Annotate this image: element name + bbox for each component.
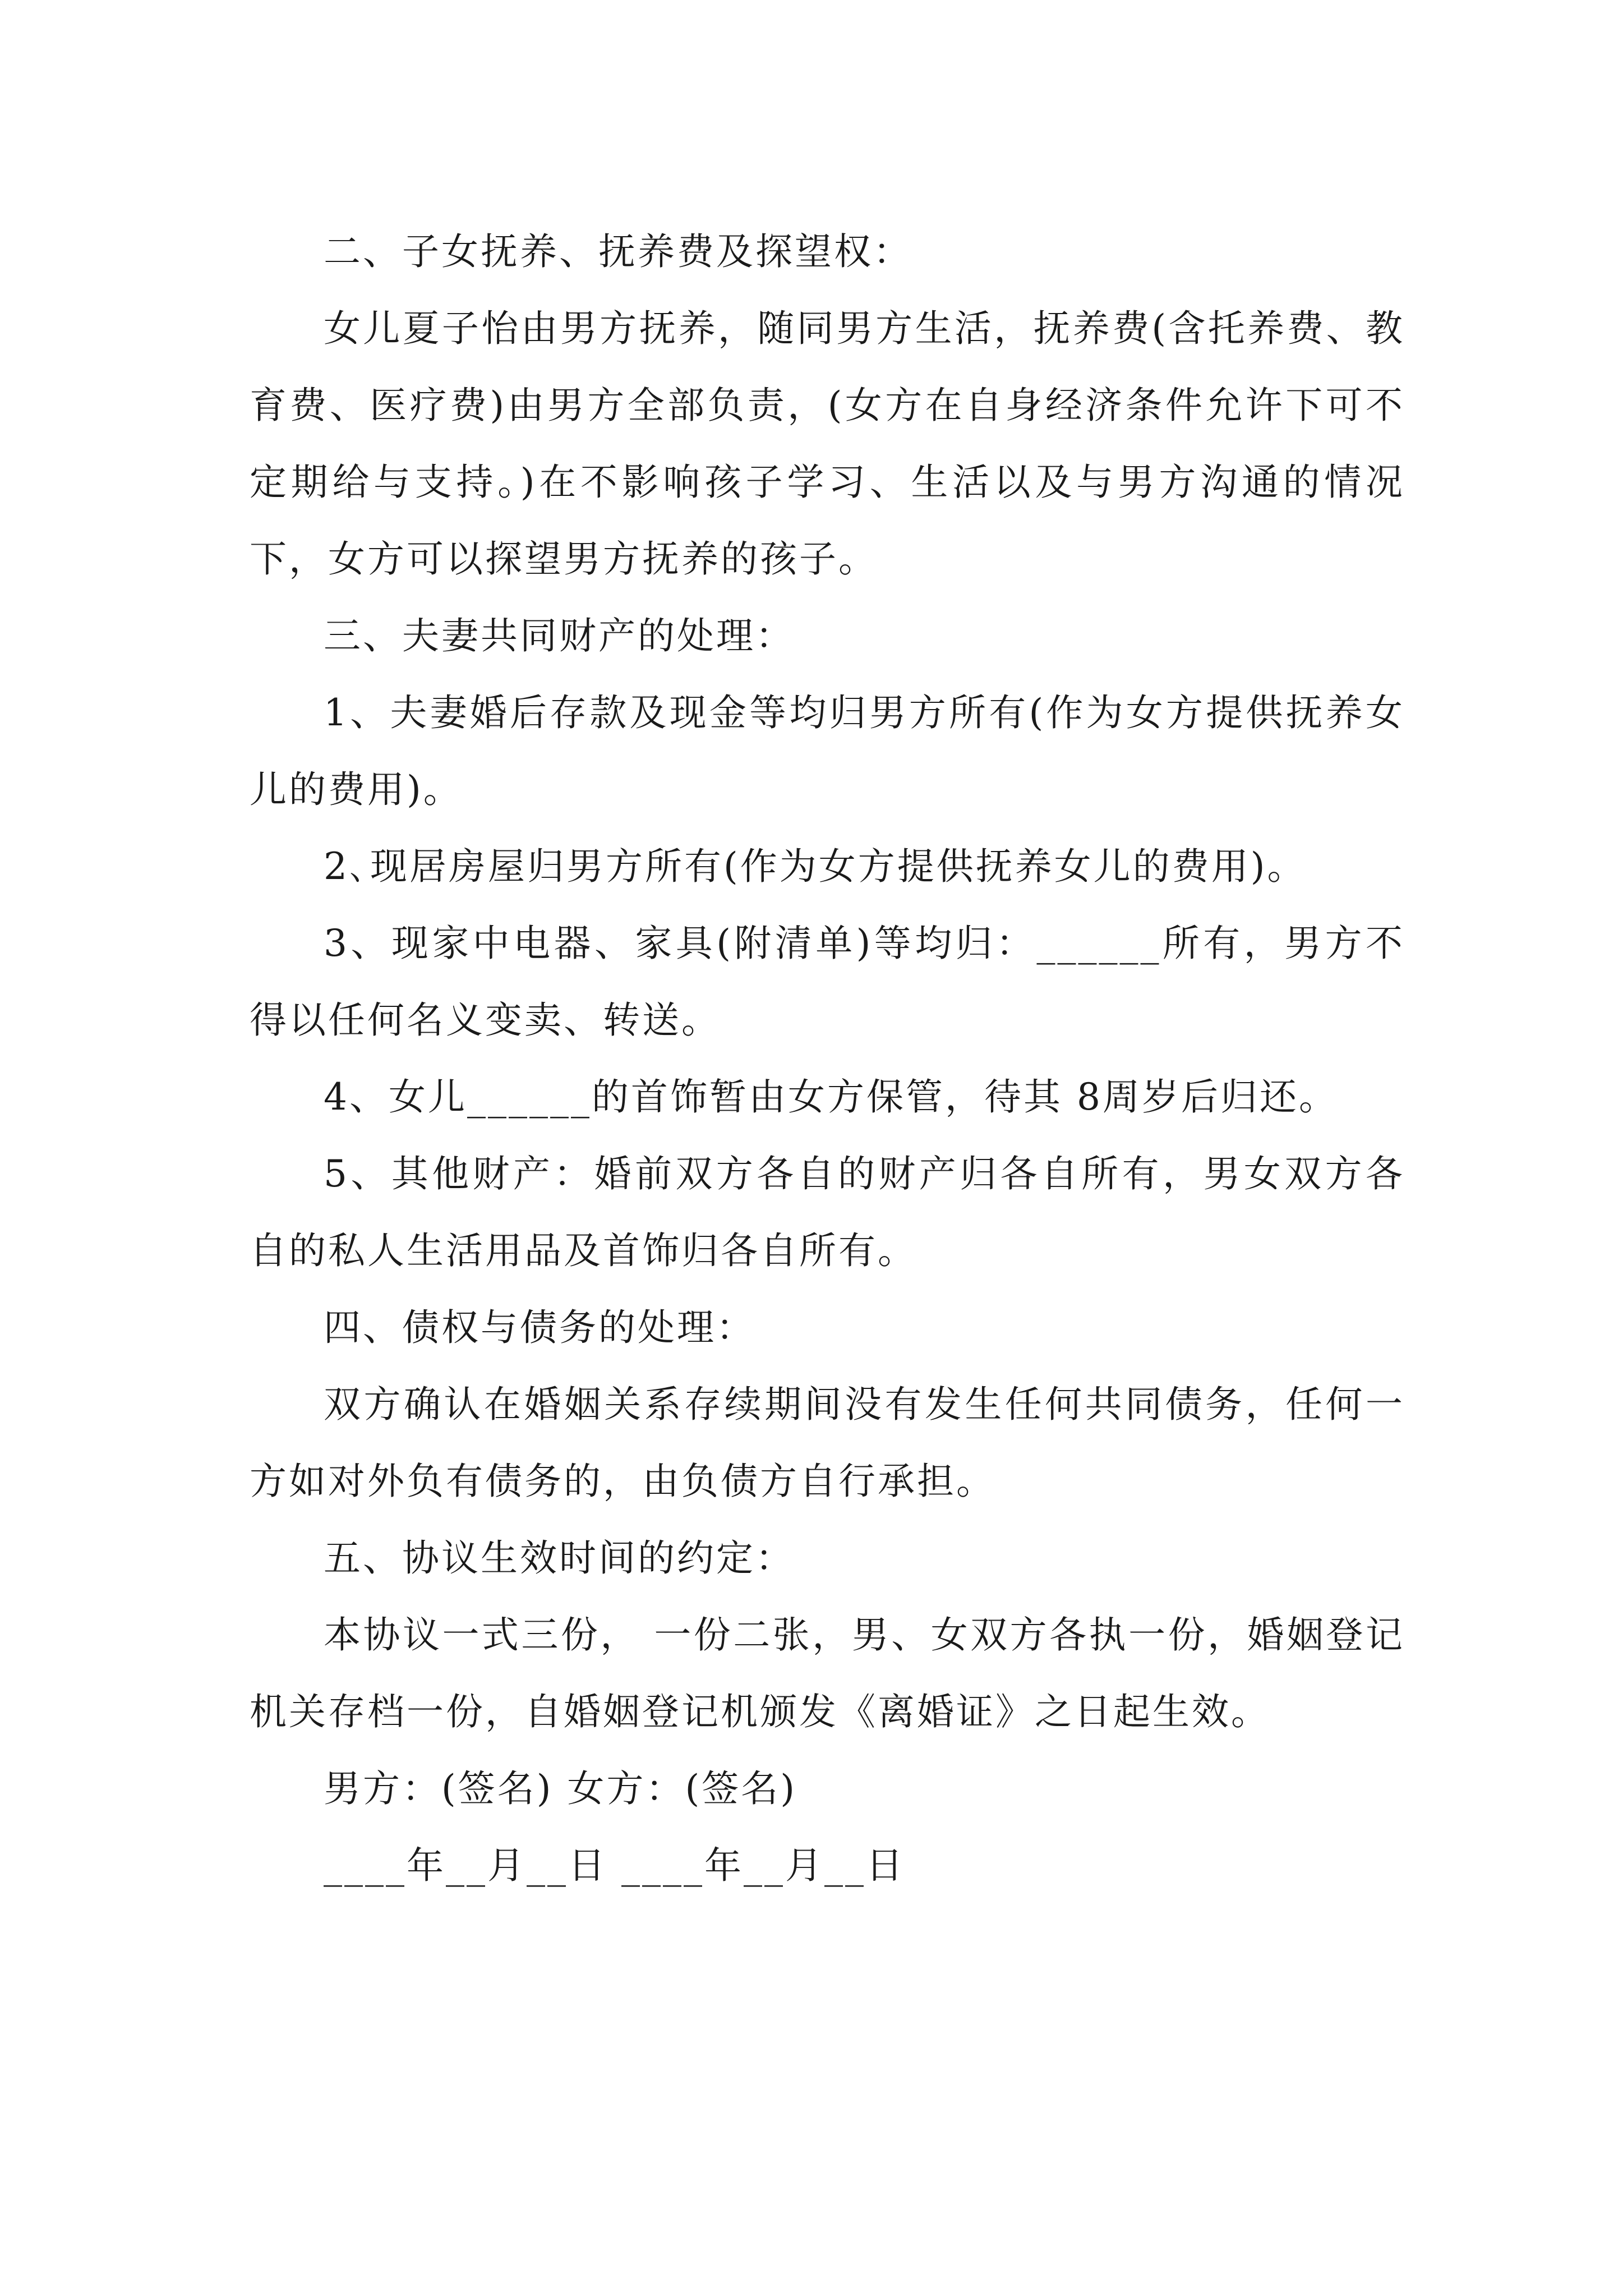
paragraph-property-item-1: 1、夫妻婚后存款及现金等均归男方所有(作为女方提供抚养女儿的费用)。 [250, 691, 1405, 811]
signature-line: 男方：(签名) 女方：(签名) [324, 1767, 797, 1810]
paragraph-property-item-5: 5、其他财产：婚前双方各自的财产归各自所有，男女双方各自的私人生活用品及首饰归各自所有。 [250, 1152, 1405, 1272]
paragraph-property-item-4: 4、女儿______的首饰暂由女方保管，待其 8周岁后归还。 [324, 1075, 1338, 1119]
paragraph-effective-terms: 本协议一式三份， 一份二张，男、女双方各执一份，婚姻登记机关存档一份，自婚姻登记机颁发《离婚证》之日起生效。 [250, 1613, 1405, 1733]
paragraph-debts-terms: 双方确认在婚姻关系存续期间没有发生任何共同债务，任何一方如对外负有债务的，由负债方自行承担。 [250, 1383, 1405, 1503]
paragraph-property-item-2: 2､现居房屋归男方所有(作为女方提供抚养女儿的费用)。 [324, 845, 1307, 888]
section-heading-child-custody: 二、子女抚养、抚养费及探望权： [324, 230, 912, 273]
date-line: ____年__月__日 ____年__月__日 [324, 1844, 905, 1887]
paragraph-property-item-3: 3、现家中电器、家具(附清单)等均归：______所有，男方不得以任何名义变卖、转送。 [250, 922, 1405, 1042]
paragraph-child-custody-terms: 女儿夏子怡由男方抚养，随同男方生活，抚养费(含托养费、教育费、医疗费)由男方全部负责，(女方在自身经济条件允许下可不定期给与支持。)在不影响孩子学习、生活以及与男方沟通的情况下，女方可以探望男方抚养的孩子。 [250, 307, 1405, 581]
section-heading-debts: 四、债权与债务的处理： [324, 1306, 755, 1349]
section-heading-joint-property: 三、夫妻共同财产的处理： [324, 614, 795, 657]
document-body [250, 213, 1405, 1904]
section-heading-effective-date: 五、协议生效时间的约定： [324, 1536, 795, 1580]
